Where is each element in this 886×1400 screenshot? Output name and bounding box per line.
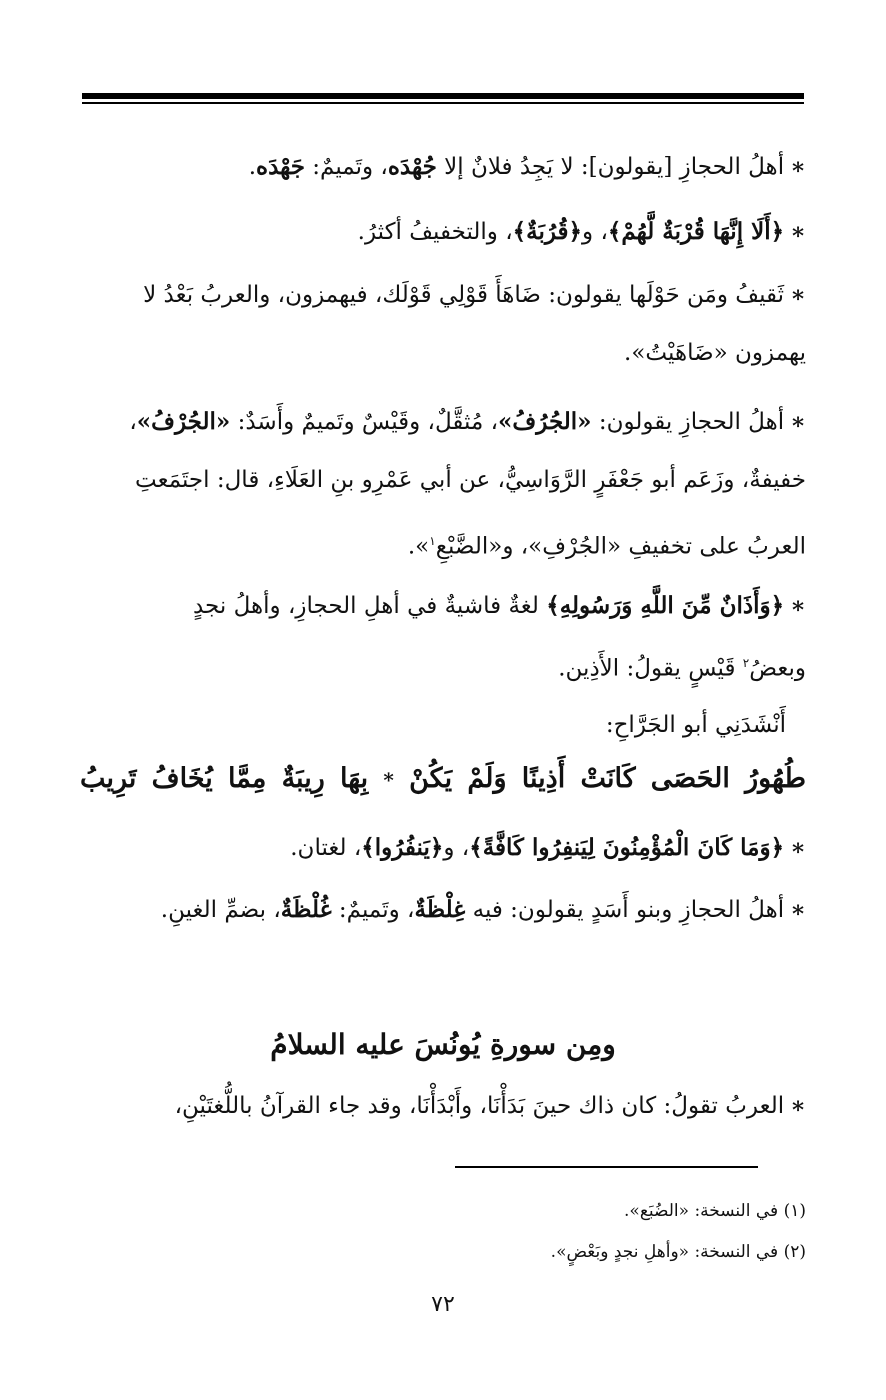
footnote-ref: ١ <box>429 534 436 548</box>
quran-quote: ﴿وَمَا كَانَ الْمُؤْمِنُونَ لِيَنفِرُوا كَافَّةً﴾ <box>469 834 785 861</box>
bullet-star-icon: ∗ <box>790 1092 806 1119</box>
entry-line-2: ∗﴿أَلَا إِنَّهَا قُرْبَةٌ لَّهُمْ﴾، و﴿قُرُبَةٌ﴾، والتخفيفُ أكثرُ. <box>357 218 806 245</box>
footnote-1 <box>80 1196 806 1226</box>
bullet-star-icon: ∗ <box>790 218 806 245</box>
quran-quote: ﴿قُرُبَةٌ﴾ <box>512 218 583 245</box>
bullet-star-icon: ∗ <box>790 834 806 861</box>
bullet-star-icon: ∗ <box>790 281 806 308</box>
header-rule-thick <box>82 93 804 99</box>
bullet-star-icon: ∗ <box>790 592 806 619</box>
header-rule-thin <box>82 102 804 104</box>
footnote-marker: (١) <box>783 1201 806 1221</box>
entry-line-13: ∗العربُ تقولُ: كان ذاك حينَ بَدَأْنَا، وأَبْدَأْنَا، وقد جاء القرآنُ باللُّغتَيْنِ، <box>174 1092 806 1119</box>
verse-first-hemistich: طُهُورُ الحَصَى كَانَتْ أَذِينًا وَلَمْ يَكُنْ <box>409 763 807 794</box>
quran-quote: ﴿أَلَا إِنَّهَا قُرْبَةٌ لَّهُمْ﴾ <box>607 218 785 245</box>
page-number: ٧٢ <box>431 1292 455 1317</box>
footnote-marker: (٢) <box>783 1242 806 1262</box>
entry-line-5: ∗أهلُ الحجازِ يقولون: «الجُرُفُ»، مُثقَّلٌ، وقَيْسٌ وتَميمٌ وأَسَدٌ: «الجُرْفُ»، <box>129 408 806 435</box>
bullet-star-icon: ∗ <box>790 408 806 435</box>
poetry-verse <box>80 755 806 804</box>
entry-line-4: يهمزون «ضَاهَيْتُ». <box>624 340 806 366</box>
bullet-star-icon: ∗ <box>790 896 806 923</box>
quran-quote: ﴿يَنفُرُوا﴾ <box>361 834 444 861</box>
quran-quote: ﴿وَأَذَانٌ مِّنَ اللَّهِ وَرَسُولِهِ﴾ <box>546 592 785 619</box>
footnote-text: في النسخة: «الضُبَع». <box>624 1201 779 1221</box>
footnote-ref: ٢ <box>742 656 750 670</box>
entry-line-10: أَنْشَدَنِي أبو الجَرَّاحِ: <box>605 712 786 738</box>
entry-line-6: خفيفةٌ، وزَعَم أبو جَعْفَرٍ الرَّوَاسِيُّ، عن أبي عَمْرِو بنِ العَلَاءِ، قال: اجتَمَعتِ <box>135 467 806 493</box>
entry-line-11: ∗﴿وَمَا كَانَ الْمُؤْمِنُونَ لِيَنفِرُوا كَافَّةً﴾، و﴿يَنفُرُوا﴾، لغتان. <box>290 834 806 861</box>
entry-line-8: ∗﴿وَأَذَانٌ مِّنَ اللَّهِ وَرَسُولِهِ﴾ لغةٌ فاشيةٌ في أهلِ الحجازِ، وأهلُ نجدٍ <box>192 592 806 619</box>
bullet-star-icon: ∗ <box>790 153 806 180</box>
verse-separator: * <box>383 768 394 792</box>
entry-line-7: العربُ على تخفيفِ «الجُرْفِ»، و«الضَّبْعِ$^١$». <box>407 533 806 560</box>
entry-line-3: ∗ثَقيفُ ومَن حَوْلَها يقولون: ضَاهَأَ قَوْلِي قَوْلَك، فيهمزون، والعربُ بَعْدُ لا <box>143 281 806 308</box>
footnote-separator <box>455 1166 758 1168</box>
entry-line-12: ∗أهلُ الحجازِ وبنو أَسَدٍ يقولون: فيه غِلْظَةٌ، وتَميمٌ: غُلْظَةٌ، بضمِّ الغينِ. <box>160 896 806 923</box>
footnote-text: في النسخة: «وأهلِ نجدٍ وبَعْضٍ». <box>550 1242 779 1262</box>
section-heading: ومِن سورةِ يُونُسَ عليه السلامُ <box>270 1028 616 1061</box>
footnote-2 <box>80 1237 806 1267</box>
verse-second-hemistich: بِهَا رِيبَةٌ مِمَّا يُخَافُ تَرِيبُ <box>80 763 369 794</box>
entry-line-1: ∗أهلُ الحجازِ [يقولون]: لا يَجِدُ فلانٌ إلا جُهْدَه، وتَميمٌ: جَهْدَه. <box>248 153 806 180</box>
entry-line-9: وبعضُ$^٢$ قَيْسٍ يقولُ: الأَذِين. <box>558 655 806 682</box>
